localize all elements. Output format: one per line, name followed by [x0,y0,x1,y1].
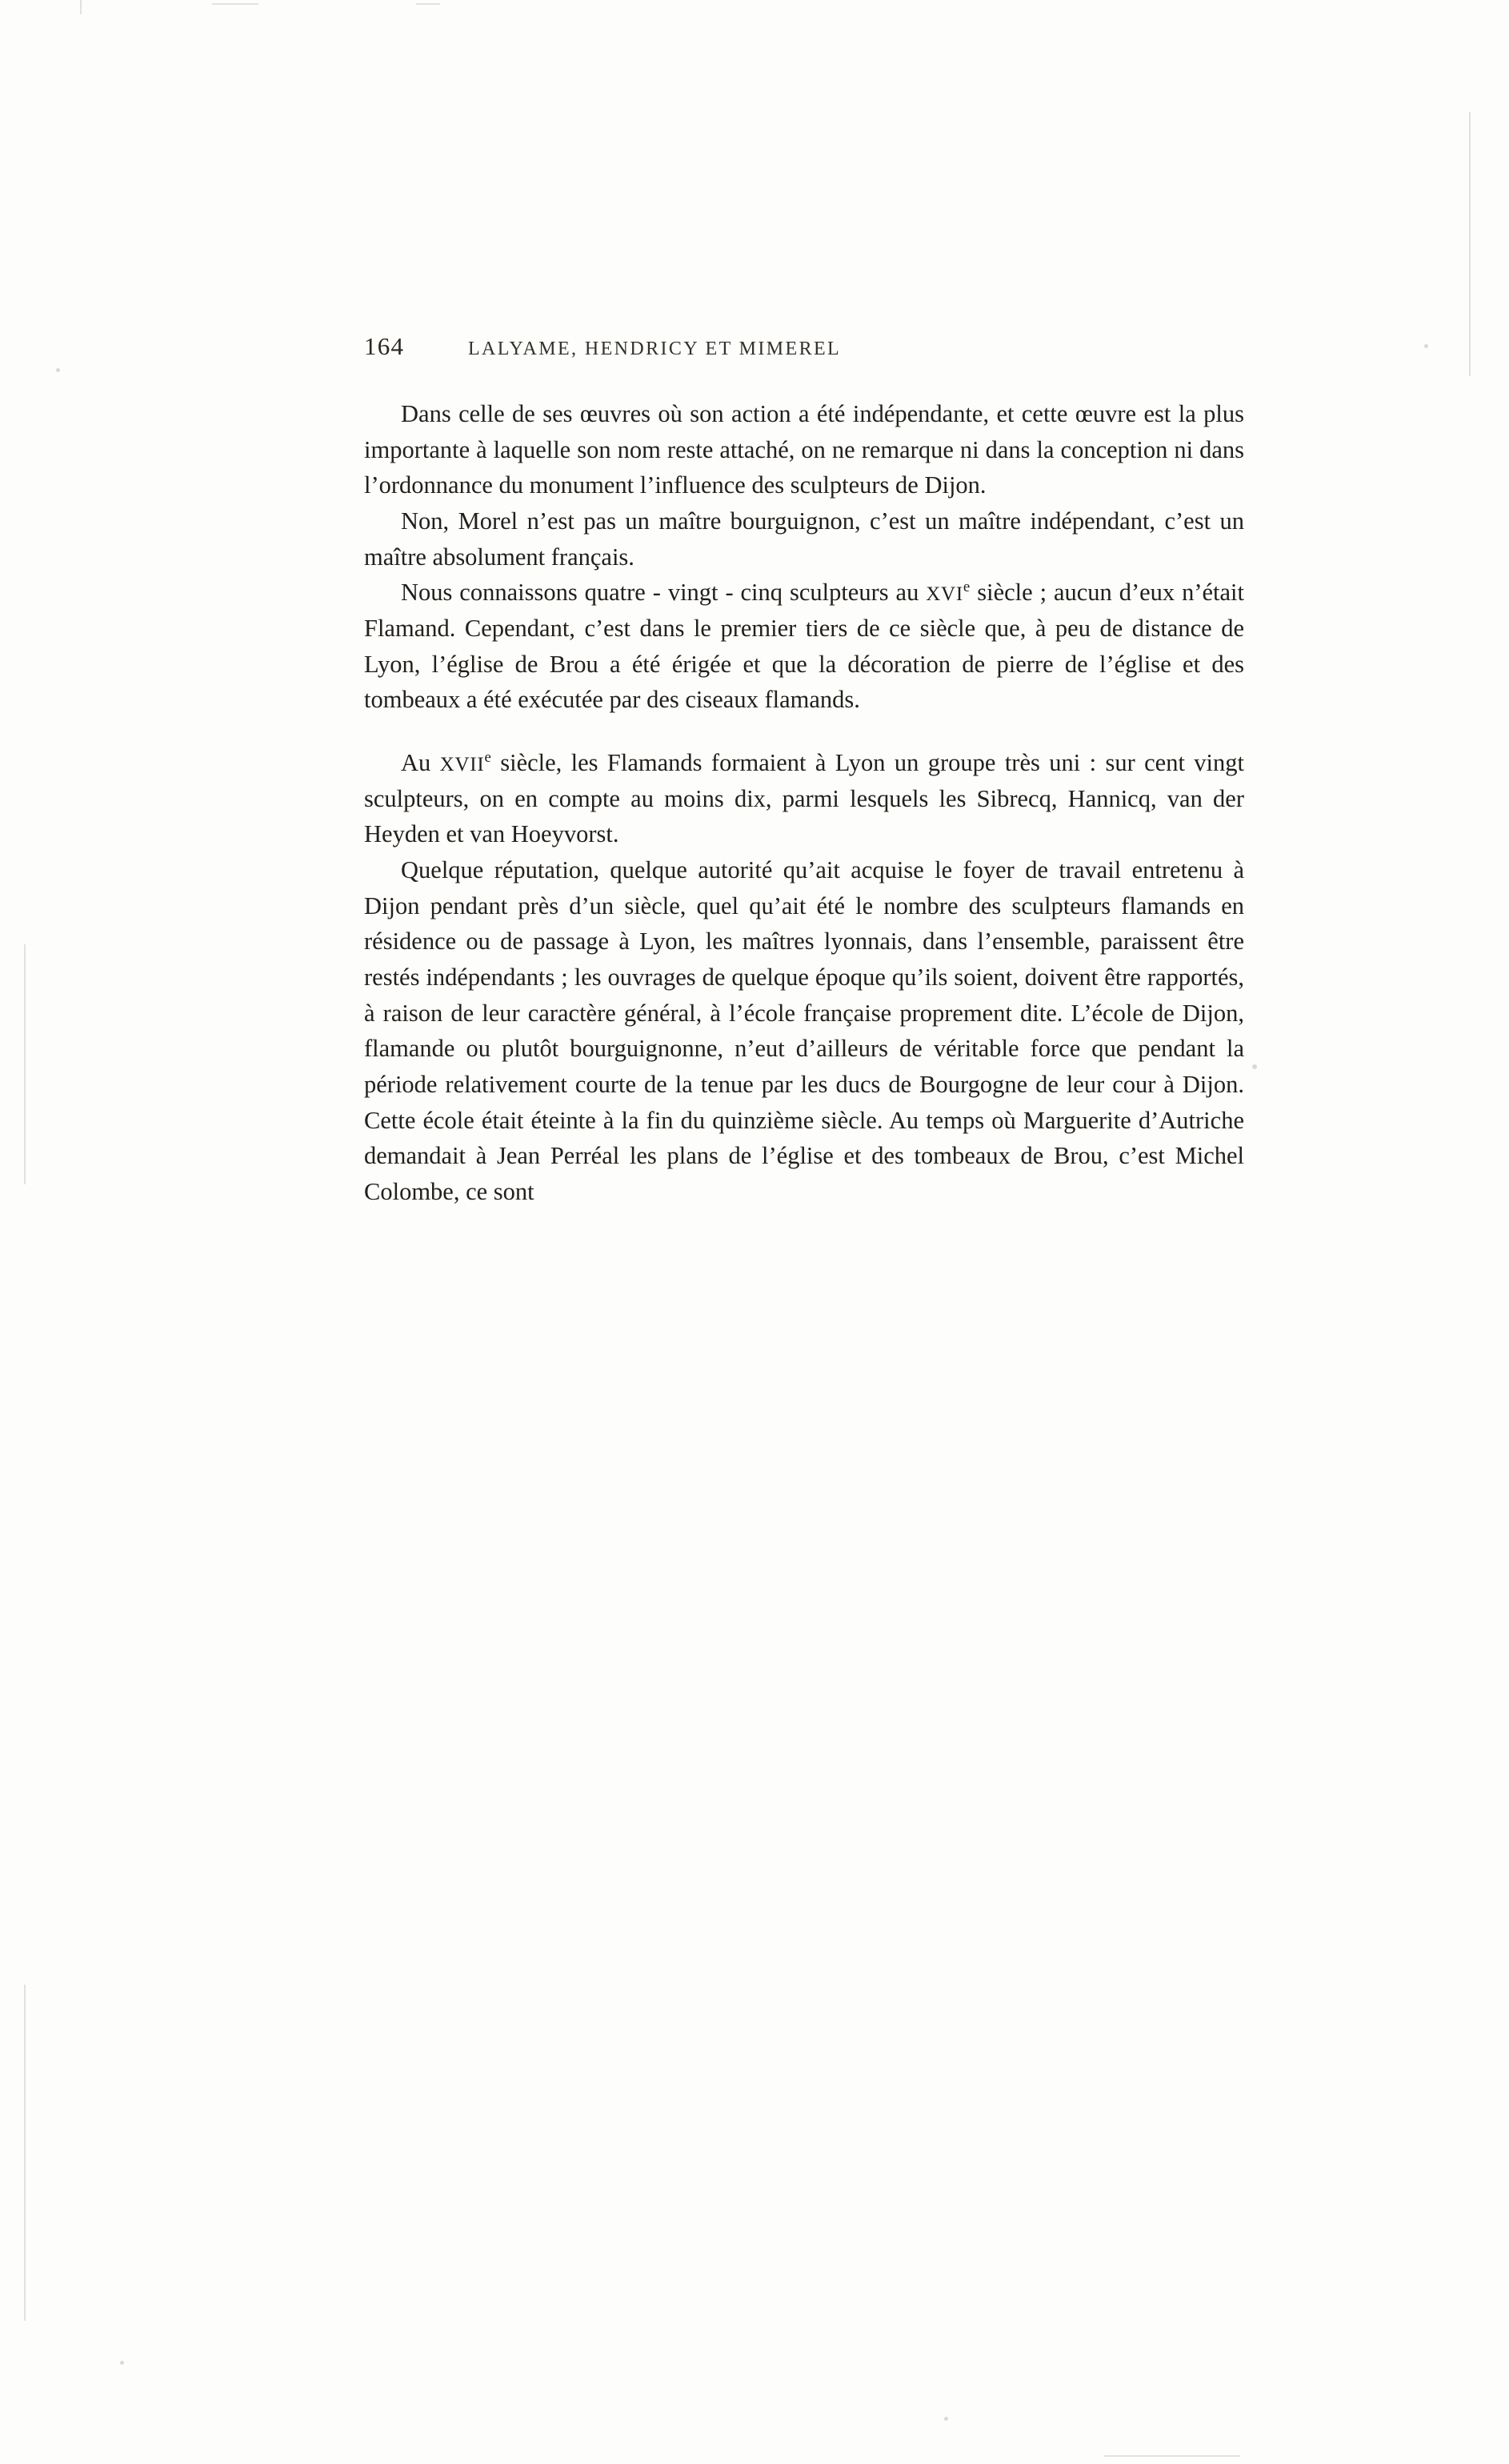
scan-edge-mark-top-left [80,0,82,14]
scan-speck [56,368,60,372]
scan-edge-mark-right [1469,112,1471,376]
page-content [364,332,1244,1210]
scan-edge-mark-top-mid [212,3,258,5]
page-number: 164 [364,332,405,360]
scan-speck [1252,1064,1257,1069]
scan-edge-mark-left [24,944,26,1184]
paragraph: Quelque réputation, quelque autorité qu’ait acquise le foyer de travail entretenu à Dijon pendant près d’un siècle, quel qu’ait été le nombre des sculpteurs flamands en résidence ou de passage à Lyon, les maîtres lyonnais, dans l’ensemble, paraissent être restés indépendants ; les ouvrages de quelque époque qu’ils soient, doivent être rapportés, à raison de leur caractère général, à l’école française proprement dite. L’école de Dijon, flamande ou plutôt bourguignonne, n’eut d’ailleurs de véritable force que pendant la période relativement courte de la tenue par les ducs de Bourgogne de leur cour à Dijon. Cette école était éteinte à la fin du quinzième siècle. Au temps où Marguerite d’Autriche demandait à Jean Perréal les plans de l’église et des tombeaux de Brou, c’est Michel Colombe, ce sont [364,856,1244,1206]
paragraph-spacer [364,718,1244,745]
scan-edge-mark-left-lower [24,1985,26,2321]
scan-speck [120,2361,124,2365]
scan-speck [1424,344,1428,348]
running-head-title: LALYAME, HENDRICY ET MIMEREL [468,339,842,359]
century-smallcaps: XVII [439,754,485,776]
paragraph: Dans celle de ses œuvres où son action a été indépendante, et cette œuvre est la plus importante à laquelle son nom reste attaché, on ne remarque ni dans la conception ni dans l’ordonnance du monument l’influence des sculpteurs de Dijon. [364,400,1244,499]
paragraph [364,575,1244,718]
paragraph-text-rest: siècle, les Flamands formaient à Lyon un groupe très uni : sur cent vingt sculpteurs, on en compte au moins dix, parmi lesquels les Sibrecq, Hannicq, van der Heyden et van Hoeyvorst. [364,749,1244,848]
paragraph: Non, Morel n’est pas un maître bourguignon, c’est un maître indépendant, c’est un maître absolument français. [364,507,1244,571]
running-head [364,332,1244,361]
century-smallcaps: XVI [926,583,963,606]
paragraph-text-lead: Nous connaissons quatre - vingt - cinq sculpteurs au [401,579,927,607]
paragraph-text-rest: siècle ; aucun d’eux n’était Flamand. Cependant, c’est dans le premier tiers de ce siècle que, à peu de distance de Lyon, l’église de Brou a été érigée et que la décoration de pierre de l’église et des tombeaux a été exécutée par des ciseaux flamands. [364,579,1244,714]
century-ordinal-suffix: e [484,748,491,766]
scan-edge-mark-top-right [416,3,440,5]
century-ordinal-suffix: e [963,579,971,596]
paragraph-text-lead: Au [401,749,440,777]
scan-speck [944,2417,948,2421]
paragraph [364,745,1244,852]
scan-edge-mark-bottom [1104,2455,1240,2457]
